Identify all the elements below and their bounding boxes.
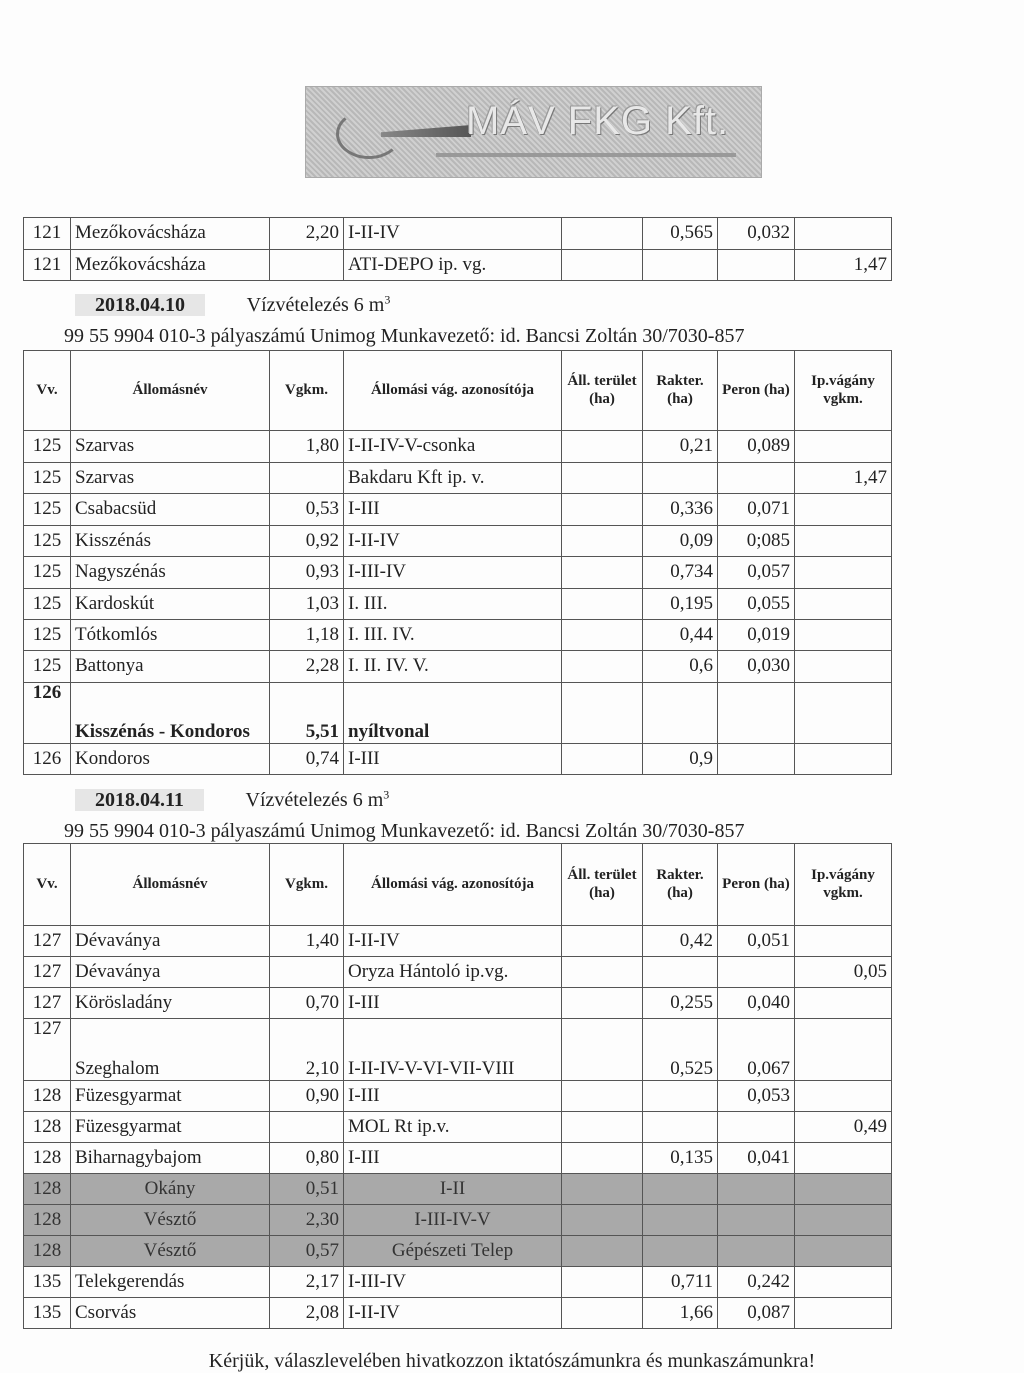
- peron-cell: 0,089: [718, 431, 795, 463]
- name-cell: Dévaványa: [71, 957, 270, 988]
- section1-heading: [75, 292, 390, 317]
- vv-cell: 125: [24, 494, 71, 526]
- table-row: [24, 250, 892, 281]
- company-logo: [305, 86, 762, 178]
- peron-cell: 0,041: [718, 1143, 795, 1174]
- ip-cell: [795, 1143, 892, 1174]
- peron-cell: 0,057: [718, 557, 795, 589]
- vgkm-cell: 0,93: [270, 557, 344, 589]
- header-row: [24, 844, 892, 926]
- table-row: [24, 589, 892, 620]
- section2-table: [23, 843, 892, 1329]
- terulet-cell: [562, 589, 643, 620]
- peron-cell: 0,030: [718, 651, 795, 683]
- table-row: [24, 988, 892, 1019]
- peron-cell: 0,019: [718, 620, 795, 651]
- azon-cell: I-III: [344, 1143, 562, 1174]
- azon-cell: I. III.: [344, 589, 562, 620]
- vv-cell: 125: [24, 463, 71, 494]
- peron-cell: [718, 1236, 795, 1267]
- terulet-cell: [562, 1174, 643, 1205]
- ip-cell: 1,47: [795, 463, 892, 494]
- col-header-vgkm: Vgkm.: [270, 844, 344, 926]
- peron-cell: [718, 957, 795, 988]
- top-table: [23, 217, 892, 281]
- rakter-cell: [643, 463, 718, 494]
- name-cell: Füzesgyarmat: [71, 1112, 270, 1143]
- terulet-cell: [562, 557, 643, 589]
- name-cell: Vésztő: [71, 1205, 270, 1236]
- peron-cell: 0,040: [718, 988, 795, 1019]
- vgkm-cell: [270, 1112, 344, 1143]
- peron-cell: [718, 1112, 795, 1143]
- azon-cell: I-III: [344, 1081, 562, 1112]
- col-header-azon: Állomási vág. azonosítója: [344, 351, 562, 431]
- terulet-cell: [562, 1298, 643, 1329]
- rakter-cell: 0,255: [643, 988, 718, 1019]
- section2-date: 2018.04.11: [75, 789, 204, 811]
- table-row: [24, 431, 892, 463]
- rakter-cell: 0,135: [643, 1143, 718, 1174]
- name-cell: Tótkomlós: [71, 620, 270, 651]
- table-row: [24, 1174, 892, 1205]
- ip-cell: 0,05: [795, 957, 892, 988]
- name-cell: Csorvás: [71, 1298, 270, 1329]
- col-header-terulet: Áll. terület (ha): [562, 844, 643, 926]
- rakter-cell: [643, 1174, 718, 1205]
- col-header-peron: Peron (ha): [718, 844, 795, 926]
- terulet-cell: [562, 683, 643, 744]
- rakter-cell: [643, 1236, 718, 1267]
- logo-strip: [436, 153, 736, 157]
- col-header-ip: Ip.vágány vgkm.: [795, 351, 892, 431]
- ip-cell: [795, 1081, 892, 1112]
- rakter-cell: [643, 683, 718, 744]
- ip-cell: [795, 744, 892, 775]
- vgkm-cell: [270, 463, 344, 494]
- rakter-cell: 0,734: [643, 557, 718, 589]
- table-row: [24, 526, 892, 557]
- name-cell: Szarvas: [71, 463, 270, 494]
- rakter-cell: [643, 1205, 718, 1236]
- azon-cell: I-III: [344, 988, 562, 1019]
- rakter-cell: 0,195: [643, 589, 718, 620]
- terulet-cell: [562, 463, 643, 494]
- footer-note: Kérjük, válaszlevelében hivatkozzon iktatószámunkra és munkaszámunkra!: [208, 1350, 816, 1372]
- azon-cell: Gépészeti Telep: [344, 1236, 562, 1267]
- name-cell: Szeghalom: [71, 1019, 270, 1081]
- ip-cell: [795, 526, 892, 557]
- name-cell: Szarvas: [71, 431, 270, 463]
- vv-cell: 121: [24, 250, 71, 281]
- rakter-cell: 0,9: [643, 744, 718, 775]
- vv-cell: 125: [24, 431, 71, 463]
- vv-cell: 125: [24, 557, 71, 589]
- peron-cell: [718, 683, 795, 744]
- vv-cell: 135: [24, 1267, 71, 1298]
- name-cell: Kisszénás: [71, 526, 270, 557]
- vv-cell: 125: [24, 589, 71, 620]
- section1-info: 99 55 9904 010-3 pályaszámú Unimog Munkavezető: id. Bancsi Zoltán 30/7030-857: [64, 325, 745, 347]
- peron-cell: 0,051: [718, 926, 795, 957]
- vv-cell: 121: [24, 218, 71, 250]
- terulet-cell: [562, 526, 643, 557]
- name-cell: Vésztő: [71, 1236, 270, 1267]
- peron-cell: 0,067: [718, 1019, 795, 1081]
- vv-cell: 125: [24, 620, 71, 651]
- peron-cell: 0,055: [718, 589, 795, 620]
- table-row: [24, 494, 892, 526]
- vgkm-cell: 0,53: [270, 494, 344, 526]
- vgkm-cell: 0,57: [270, 1236, 344, 1267]
- vgkm-cell: 2,08: [270, 1298, 344, 1329]
- peron-cell: 0;085: [718, 526, 795, 557]
- azon-cell: I. III. IV.: [344, 620, 562, 651]
- name-cell: Kisszénás - Kondoros: [71, 683, 270, 744]
- vgkm-cell: 1,18: [270, 620, 344, 651]
- ip-cell: [795, 1019, 892, 1081]
- azon-cell: I-II-IV-V-csonka: [344, 431, 562, 463]
- rakter-cell: 0,336: [643, 494, 718, 526]
- table-row: [24, 957, 892, 988]
- vv-cell: 127: [24, 957, 71, 988]
- name-cell: Battonya: [71, 651, 270, 683]
- rakter-cell: 0,44: [643, 620, 718, 651]
- vv-cell: 126: [24, 744, 71, 775]
- table-row: [24, 1205, 892, 1236]
- table-row: [24, 744, 892, 775]
- vv-cell: 125: [24, 526, 71, 557]
- col-header-rakter: Rakter. (ha): [643, 351, 718, 431]
- table-row: [24, 557, 892, 589]
- vgkm-cell: [270, 250, 344, 281]
- col-header-peron: Peron (ha): [718, 351, 795, 431]
- ip-cell: [795, 218, 892, 250]
- azon-cell: I-III: [344, 494, 562, 526]
- vgkm-cell: 2,28: [270, 651, 344, 683]
- table-row: [24, 926, 892, 957]
- rakter-cell: [643, 957, 718, 988]
- azon-cell: I-III: [344, 744, 562, 775]
- table-row: [24, 1019, 892, 1081]
- name-cell: Kondoros: [71, 744, 270, 775]
- col-header-vv: Vv.: [24, 351, 71, 431]
- peron-cell: [718, 1174, 795, 1205]
- vgkm-cell: 0,90: [270, 1081, 344, 1112]
- name-cell: Csabacsüd: [71, 494, 270, 526]
- col-header-vv: Vv.: [24, 844, 71, 926]
- section1-water: Vízvételezés 6 $m^3$: [246, 292, 391, 316]
- name-cell: Okány: [71, 1174, 270, 1205]
- table-row: [24, 1112, 892, 1143]
- name-cell: Füzesgyarmat: [71, 1081, 270, 1112]
- peron-cell: 0,053: [718, 1081, 795, 1112]
- vgkm-cell: 1,03: [270, 589, 344, 620]
- terulet-cell: [562, 1019, 643, 1081]
- azon-cell: Bakdaru Kft ip. v.: [344, 463, 562, 494]
- name-cell: Mezőkovácsháza: [71, 218, 270, 250]
- header-row: [24, 351, 892, 431]
- peron-cell: 0,087: [718, 1298, 795, 1329]
- terulet-cell: [562, 1143, 643, 1174]
- vgkm-cell: 0,74: [270, 744, 344, 775]
- vv-cell: 127: [24, 926, 71, 957]
- ip-cell: [795, 988, 892, 1019]
- terulet-cell: [562, 431, 643, 463]
- ip-cell: [795, 557, 892, 589]
- col-header-terulet: Áll. terület (ha): [562, 351, 643, 431]
- col-header-name: Állomásnév: [71, 351, 270, 431]
- vgkm-cell: 0,80: [270, 1143, 344, 1174]
- table-row: [24, 1298, 892, 1329]
- peron-cell: [718, 744, 795, 775]
- azon-cell: I. II. IV. V.: [344, 651, 562, 683]
- col-header-ip: Ip.vágány vgkm.: [795, 844, 892, 926]
- rakter-cell: 1,66: [643, 1298, 718, 1329]
- section2-heading: [75, 787, 389, 812]
- table-row: [24, 218, 892, 250]
- azon-cell: I-II-IV: [344, 926, 562, 957]
- vgkm-cell: [270, 957, 344, 988]
- table-row: [24, 651, 892, 683]
- vv-cell: 128: [24, 1174, 71, 1205]
- rakter-cell: 0,565: [643, 218, 718, 250]
- name-cell: Mezőkovácsháza: [71, 250, 270, 281]
- col-header-name: Állomásnév: [71, 844, 270, 926]
- ip-cell: [795, 683, 892, 744]
- azon-cell: I-II-IV: [344, 1298, 562, 1329]
- ip-cell: [795, 589, 892, 620]
- name-cell: Körösladány: [71, 988, 270, 1019]
- terulet-cell: [562, 1112, 643, 1143]
- section1-date: 2018.04.10: [75, 294, 205, 316]
- vgkm-cell: 2,10: [270, 1019, 344, 1081]
- terulet-cell: [562, 926, 643, 957]
- name-cell: Dévaványa: [71, 926, 270, 957]
- azon-cell: I-II-IV: [344, 526, 562, 557]
- vv-cell: 126: [24, 683, 71, 744]
- rakter-cell: 0,09: [643, 526, 718, 557]
- azon-cell: I-III-IV-V: [344, 1205, 562, 1236]
- terulet-cell: [562, 1236, 643, 1267]
- section2-info: 99 55 9904 010-3 pályaszámú Unimog Munkavezető: id. Bancsi Zoltán 30/7030-857: [64, 820, 745, 842]
- terulet-cell: [562, 1205, 643, 1236]
- peron-cell: 0,242: [718, 1267, 795, 1298]
- azon-cell: I-II-IV-V-VI-VII-VIII: [344, 1019, 562, 1081]
- name-cell: Kardoskút: [71, 589, 270, 620]
- rakter-cell: 0,525: [643, 1019, 718, 1081]
- azon-cell: I-II: [344, 1174, 562, 1205]
- azon-cell: MOL Rt ip.v.: [344, 1112, 562, 1143]
- vgkm-cell: 1,40: [270, 926, 344, 957]
- peron-cell: [718, 463, 795, 494]
- terulet-cell: [562, 651, 643, 683]
- rakter-cell: [643, 250, 718, 281]
- vgkm-cell: 0,51: [270, 1174, 344, 1205]
- col-header-azon: Állomási vág. azonosítója: [344, 844, 562, 926]
- rakter-cell: [643, 1112, 718, 1143]
- azon-cell: I-III-IV: [344, 557, 562, 589]
- vv-cell: 128: [24, 1236, 71, 1267]
- azon-cell: I-III-IV: [344, 1267, 562, 1298]
- ip-cell: [795, 431, 892, 463]
- vgkm-cell: 5,51: [270, 683, 344, 744]
- terulet-cell: [562, 494, 643, 526]
- section2-water: Vízvételezés 6 $m^3$: [245, 787, 390, 811]
- peron-cell: 0,071: [718, 494, 795, 526]
- terulet-cell: [562, 218, 643, 250]
- vgkm-cell: 0,70: [270, 988, 344, 1019]
- vgkm-cell: 2,30: [270, 1205, 344, 1236]
- table-row: [24, 1267, 892, 1298]
- vgkm-cell: 2,20: [270, 218, 344, 250]
- ip-cell: [795, 651, 892, 683]
- vv-cell: 128: [24, 1081, 71, 1112]
- terulet-cell: [562, 1081, 643, 1112]
- table-row: [24, 620, 892, 651]
- peron-cell: [718, 250, 795, 281]
- rakter-cell: [643, 1081, 718, 1112]
- name-cell: Nagyszénás: [71, 557, 270, 589]
- vv-cell: 128: [24, 1143, 71, 1174]
- table-row: [24, 1143, 892, 1174]
- vv-cell: 127: [24, 1019, 71, 1081]
- ip-cell: [795, 1205, 892, 1236]
- terulet-cell: [562, 744, 643, 775]
- vv-cell: 125: [24, 651, 71, 683]
- rakter-cell: 0,21: [643, 431, 718, 463]
- section1-table: [23, 350, 892, 775]
- rakter-cell: 0,711: [643, 1267, 718, 1298]
- vgkm-cell: 2,17: [270, 1267, 344, 1298]
- vv-cell: 127: [24, 988, 71, 1019]
- table-row: [24, 683, 892, 744]
- name-cell: Biharnagybajom: [71, 1143, 270, 1174]
- terulet-cell: [562, 957, 643, 988]
- vgkm-cell: 1,80: [270, 431, 344, 463]
- terulet-cell: [562, 1267, 643, 1298]
- ip-cell: [795, 620, 892, 651]
- vv-cell: 128: [24, 1205, 71, 1236]
- ip-cell: 1,47: [795, 250, 892, 281]
- terulet-cell: [562, 250, 643, 281]
- rakter-cell: 0,6: [643, 651, 718, 683]
- azon-cell: nyíltvonal: [344, 683, 562, 744]
- ip-cell: [795, 1174, 892, 1205]
- azon-cell: I-II-IV: [344, 218, 562, 250]
- table-row: [24, 463, 892, 494]
- peron-cell: [718, 1205, 795, 1236]
- terulet-cell: [562, 620, 643, 651]
- peron-cell: 0,032: [718, 218, 795, 250]
- ip-cell: [795, 1267, 892, 1298]
- rakter-cell: 0,42: [643, 926, 718, 957]
- azon-cell: ATI-DEPO ip. vg.: [344, 250, 562, 281]
- ip-cell: 0,49: [795, 1112, 892, 1143]
- vgkm-cell: 0,92: [270, 526, 344, 557]
- ip-cell: [795, 926, 892, 957]
- col-header-vgkm: Vgkm.: [270, 351, 344, 431]
- azon-cell: Oryza Hántoló ip.vg.: [344, 957, 562, 988]
- logo-text: MÁV FKG Kft.: [466, 99, 730, 143]
- col-header-rakter: Rakter. (ha): [643, 844, 718, 926]
- vv-cell: 128: [24, 1112, 71, 1143]
- vv-cell: 135: [24, 1298, 71, 1329]
- name-cell: Telekgerendás: [71, 1267, 270, 1298]
- terulet-cell: [562, 988, 643, 1019]
- table-row: [24, 1081, 892, 1112]
- ip-cell: [795, 494, 892, 526]
- table-row: [24, 1236, 892, 1267]
- ip-cell: [795, 1236, 892, 1267]
- ip-cell: [795, 1298, 892, 1329]
